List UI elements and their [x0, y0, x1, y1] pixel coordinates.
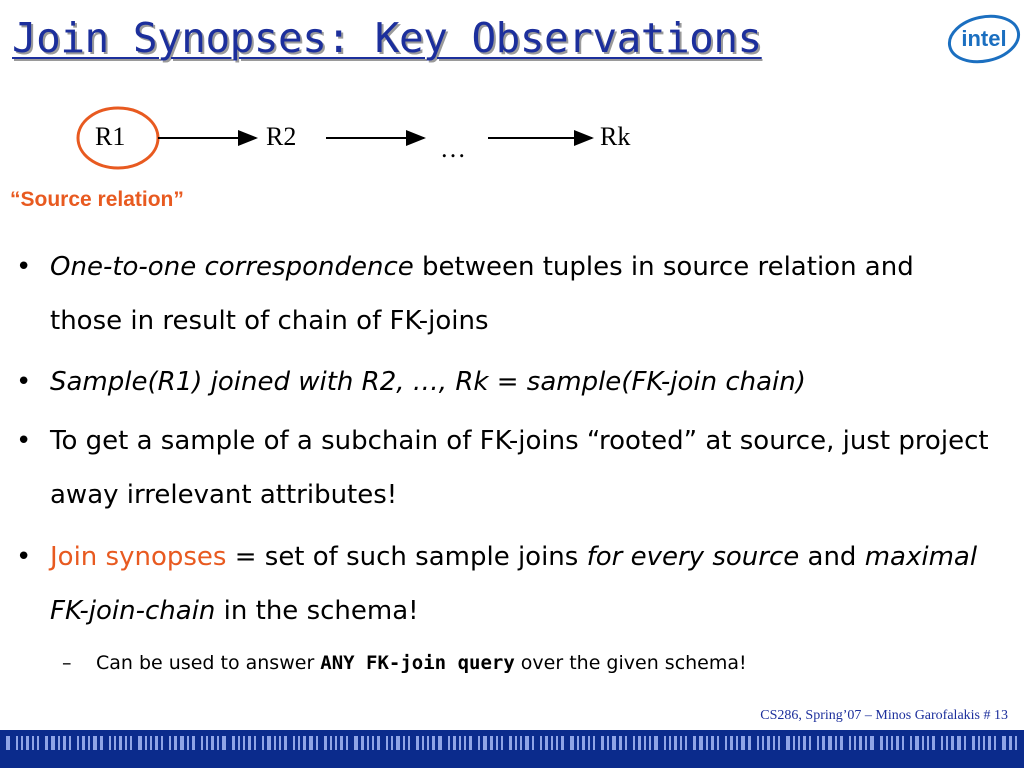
barcode-stripe	[699, 736, 703, 750]
barcode-stripe	[82, 736, 85, 750]
node-ellipsis: …	[440, 134, 466, 163]
barcode-stripe	[803, 736, 806, 750]
barcode-stripe	[501, 736, 503, 750]
barcode-stripe	[582, 736, 585, 750]
barcode-stripe	[711, 736, 714, 750]
barcode-stripe	[432, 736, 435, 750]
barcode-stripe	[361, 736, 364, 750]
barcode-stripe	[391, 736, 393, 750]
barcode-stripe	[520, 736, 522, 750]
barcode-stripe	[453, 736, 456, 750]
sub-bullet-text-before: Can be used to answer	[96, 652, 321, 674]
barcode-stripe	[577, 736, 579, 750]
barcode-stripe	[119, 736, 122, 750]
barcode-stripe	[561, 736, 564, 750]
barcode-stripe	[490, 736, 493, 750]
barcode-stripe	[822, 736, 825, 750]
barcode-stripe	[854, 736, 856, 750]
barcode-stripe	[957, 736, 961, 750]
bullet-text-italic: for every source	[586, 542, 800, 572]
barcode-stripe	[309, 736, 313, 750]
bullet-marker: •	[16, 367, 32, 397]
slide-title: Join Synopses: Key Observations	[12, 14, 762, 62]
logo-text: intel	[961, 26, 1007, 51]
barcode-stripe	[644, 736, 646, 750]
barcode-stripe	[262, 736, 264, 750]
barcode-stripe	[1009, 736, 1012, 750]
slide-footer: CS286, Spring’07 – Minos Garofalakis # 13	[760, 708, 1008, 723]
barcode-stripe	[155, 736, 158, 750]
barcode-stripe	[16, 736, 18, 750]
barcode-stripe	[741, 736, 745, 750]
bullet-text	[50, 414, 990, 522]
barcode-stripe	[324, 736, 327, 750]
barcode-stripe	[1015, 736, 1017, 750]
barcode-stripe	[464, 736, 466, 750]
bullet-text-italic: maximal FK-join-chain	[50, 542, 978, 626]
barcode-stripe	[607, 736, 609, 750]
barcode-stripe	[284, 736, 287, 750]
barcode-stripe	[6, 736, 10, 750]
barcode-stripe	[891, 736, 893, 750]
node-rk: Rk	[600, 122, 631, 151]
barcode-stripe	[532, 736, 534, 750]
barcode-stripe	[125, 736, 127, 750]
barcode-stripe	[835, 736, 837, 750]
barcode-stripe	[910, 736, 912, 750]
bullet-text-normal: in the schema!	[215, 596, 419, 626]
barcode-stripe	[169, 736, 171, 750]
barcode-stripe	[293, 736, 295, 750]
barcode-stripe	[58, 736, 60, 750]
barcode-stripe	[773, 736, 775, 750]
barcode-stripe	[674, 736, 677, 750]
barcode-stripe	[267, 736, 271, 750]
barcode-stripe	[248, 736, 251, 750]
barcode-stripe	[619, 736, 622, 750]
barcode-stripe	[26, 736, 29, 750]
barcode-stripe	[730, 736, 733, 750]
barcode-stripe	[649, 736, 651, 750]
bullet-text-normal: To get a sample of a subchain of FK-joins “rooted” at source, just project away irrelevant attributes!	[50, 426, 989, 510]
barcode-stripe	[685, 736, 687, 750]
barcode-stripe	[669, 736, 671, 750]
barcode-stripe	[551, 736, 553, 750]
sub-bullet-text	[96, 648, 747, 678]
barcode-stripe	[932, 736, 935, 750]
barcode-stripe	[964, 736, 966, 750]
barcode-stripe	[45, 736, 48, 750]
barcode-stripe	[448, 736, 450, 750]
barcode-stripe	[174, 736, 177, 750]
bullet-marker: •	[16, 252, 32, 282]
barcode-stripe	[840, 736, 843, 750]
barcode-stripe	[638, 736, 641, 750]
barcode-stripe	[886, 736, 888, 750]
barcode-stripe	[870, 736, 874, 750]
barcode-stripe	[625, 736, 627, 750]
barcode-stripe	[849, 736, 851, 750]
barcode-stripe	[978, 736, 980, 750]
barcode-stripe	[540, 736, 542, 750]
barcode-stripe	[330, 736, 332, 750]
barcode-stripe	[828, 736, 832, 750]
barcode-stripe	[601, 736, 604, 750]
barcode-stripe	[483, 736, 487, 750]
barcode-stripe	[994, 736, 996, 750]
sub-bullet-text-after: over the given schema!	[514, 652, 747, 674]
barcode-stripe	[335, 736, 337, 750]
barcode-stripe	[211, 736, 214, 750]
sub-bullet-strong: ANY FK-join query	[320, 652, 515, 674]
barcode-stripe	[809, 736, 811, 750]
barcode-stripe	[717, 736, 719, 750]
barcode-stripe	[63, 736, 66, 750]
barcode-stripe	[593, 736, 595, 750]
barcode-stripe	[972, 736, 975, 750]
barcode-stripe	[403, 736, 405, 750]
barcode-stripe	[372, 736, 374, 750]
barcode-stripe	[386, 736, 388, 750]
barcode-stripe	[100, 736, 103, 750]
barcode-stripe	[161, 736, 163, 750]
barcode-stripe	[438, 736, 442, 750]
barcode-stripe	[354, 736, 358, 750]
barcode-stripe	[922, 736, 924, 750]
barcode-stripe	[298, 736, 300, 750]
barcode-stripe	[612, 736, 616, 750]
barcode-stripe	[793, 736, 795, 750]
barcode-stripe	[150, 736, 152, 750]
bullet-text-italic: Sample(R1) joined with R2, …, Rk = sample(FK-join chain)	[50, 367, 806, 397]
barcode-stripe	[478, 736, 480, 750]
barcode-stripe	[946, 736, 948, 750]
barcode-stripe	[316, 736, 318, 750]
barcode-stripe	[279, 736, 281, 750]
barcode-stripe	[545, 736, 548, 750]
barcode-stripe	[51, 736, 55, 750]
barcode-stripe	[427, 736, 429, 750]
barcode-stripe	[346, 736, 348, 750]
barcode-stripe	[570, 736, 574, 750]
barcode-stripe	[496, 736, 498, 750]
barcode-stripe	[459, 736, 461, 750]
barcode-stripe	[206, 736, 208, 750]
barcode-stripe	[509, 736, 512, 750]
barcode-stripe	[664, 736, 666, 750]
bullet-marker: •	[16, 542, 32, 572]
barcode-stripe	[396, 736, 400, 750]
barcode-stripe	[93, 736, 97, 750]
bullet-text	[50, 240, 990, 348]
barcode-stripe	[243, 736, 245, 750]
bullet-text-italic: One-to-one correspondence	[50, 252, 414, 282]
barcode-stripe	[633, 736, 635, 750]
barcode-stripe	[896, 736, 899, 750]
barcode-stripe	[187, 736, 189, 750]
barcode-stripe	[145, 736, 147, 750]
barcode-stripe	[69, 736, 71, 750]
barcode-stripe	[515, 736, 517, 750]
footer-decorative-bar	[0, 730, 1024, 768]
barcode-stripe	[416, 736, 419, 750]
barcode-stripe	[880, 736, 883, 750]
intel-logo	[946, 12, 1022, 66]
barcode-stripe	[138, 736, 142, 750]
barcode-stripe	[798, 736, 800, 750]
bullet-text-normal: = set of such sample joins	[226, 542, 587, 572]
barcode-stripe	[588, 736, 590, 750]
node-r1: R1	[95, 122, 126, 151]
barcode-stripe	[32, 736, 34, 750]
barcode-stripe	[21, 736, 23, 750]
barcode-stripe	[736, 736, 738, 750]
barcode-stripe	[1002, 736, 1006, 750]
join-synopses-term: Join synopses	[50, 542, 227, 572]
bullet-text-normal: between tuples in source relation and those in result of chain of FK-joins	[50, 252, 914, 336]
barcode-stripe	[77, 736, 79, 750]
source-relation-label: “Source relation”	[10, 188, 184, 211]
barcode-stripe	[757, 736, 759, 750]
barcode-stripe	[114, 736, 116, 750]
barcode-stripe	[525, 736, 529, 750]
barcode-stripe	[201, 736, 203, 750]
barcode-stripe	[88, 736, 90, 750]
barcode-stripe	[786, 736, 790, 750]
barcode-stripe	[693, 736, 696, 750]
node-r2: R2	[266, 122, 297, 151]
barcode-stripe	[377, 736, 380, 750]
barcode-stripe	[192, 736, 195, 750]
barcode-stripe	[408, 736, 410, 750]
barcode-stripe	[680, 736, 682, 750]
barcode-stripe	[762, 736, 764, 750]
relation-chain-diagram	[0, 100, 1024, 180]
bullet-marker: •	[16, 426, 32, 456]
barcode-stripe	[865, 736, 867, 750]
sub-bullet-marker: –	[62, 652, 72, 674]
barcode-stripe	[988, 736, 991, 750]
bullet-text	[50, 355, 990, 409]
barcode-stripe	[37, 736, 39, 750]
barcode-pattern	[0, 730, 1024, 768]
barcode-stripe	[951, 736, 954, 750]
barcode-stripe	[274, 736, 276, 750]
barcode-stripe	[238, 736, 240, 750]
barcode-stripe	[303, 736, 306, 750]
barcode-stripe	[422, 736, 424, 750]
barcode-stripe	[556, 736, 558, 750]
barcode-stripe	[469, 736, 472, 750]
barcode-stripe	[902, 736, 904, 750]
barcode-stripe	[706, 736, 708, 750]
bullet-text	[50, 530, 990, 638]
barcode-stripe	[130, 736, 132, 750]
barcode-stripe	[748, 736, 751, 750]
barcode-stripe	[817, 736, 819, 750]
barcode-stripe	[254, 736, 256, 750]
barcode-stripe	[109, 736, 111, 750]
barcode-stripe	[941, 736, 943, 750]
barcode-stripe	[217, 736, 219, 750]
barcode-stripe	[367, 736, 369, 750]
barcode-stripe	[983, 736, 985, 750]
barcode-stripe	[180, 736, 184, 750]
barcode-stripe	[222, 736, 226, 750]
barcode-stripe	[915, 736, 919, 750]
barcode-stripe	[927, 736, 929, 750]
barcode-stripe	[232, 736, 235, 750]
barcode-stripe	[778, 736, 780, 750]
barcode-stripe	[767, 736, 770, 750]
barcode-stripe	[725, 736, 727, 750]
barcode-stripe	[340, 736, 343, 750]
barcode-stripe	[859, 736, 862, 750]
barcode-stripe	[654, 736, 658, 750]
bullet-text-normal: and	[799, 542, 865, 572]
